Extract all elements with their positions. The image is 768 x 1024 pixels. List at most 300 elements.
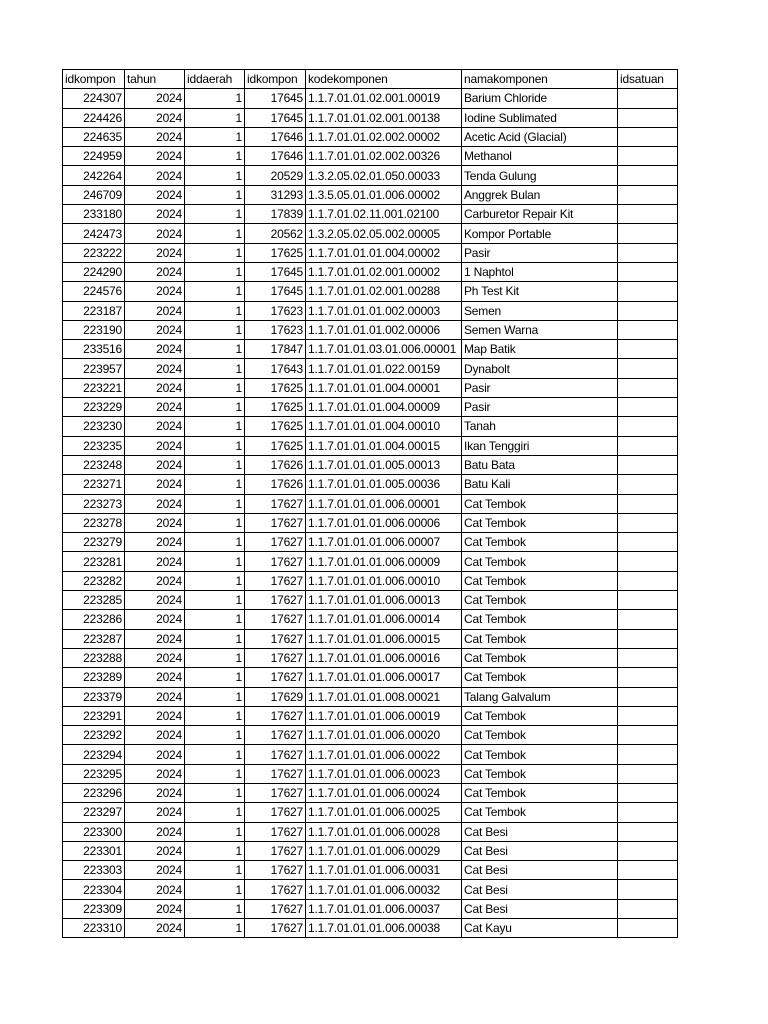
header-idkomponen: idkompon <box>63 70 125 89</box>
cell-kodekomponen: 1.1.7.01.01.01.006.00006 <box>306 513 462 532</box>
cell-kodekomponen: 1.3.5.05.01.01.006.00002 <box>306 185 462 204</box>
cell-tahun: 2024 <box>125 552 185 571</box>
cell-idkomponen-2: 17627 <box>245 919 306 938</box>
cell-idsatuan <box>618 166 678 185</box>
cell-idkomponen-2: 17643 <box>245 359 306 378</box>
cell-idkomponen-2: 17627 <box>245 552 306 571</box>
table-row <box>63 127 678 146</box>
cell-idkomponen: 223279 <box>63 533 125 552</box>
cell-kodekomponen: 1.1.7.01.01.01.006.00037 <box>306 899 462 918</box>
cell-iddaerah: 1 <box>185 726 245 745</box>
cell-iddaerah: 1 <box>185 668 245 687</box>
cell-idkomponen-2: 17623 <box>245 320 306 339</box>
cell-namakomponen: Cat Tembok <box>462 591 618 610</box>
cell-idkomponen: 223379 <box>63 687 125 706</box>
cell-kodekomponen: 1.1.7.01.01.01.004.00009 <box>306 398 462 417</box>
cell-namakomponen: Cat Tembok <box>462 552 618 571</box>
cell-idkomponen: 223957 <box>63 359 125 378</box>
cell-idkomponen-2: 17646 <box>245 127 306 146</box>
cell-idkomponen: 223303 <box>63 861 125 880</box>
cell-iddaerah: 1 <box>185 243 245 262</box>
cell-idsatuan <box>618 243 678 262</box>
header-row <box>63 70 678 89</box>
cell-idsatuan <box>618 552 678 571</box>
cell-namakomponen: Tenda Gulung <box>462 166 618 185</box>
cell-kodekomponen: 1.1.7.01.01.02.001.00288 <box>306 282 462 301</box>
table-row <box>63 243 678 262</box>
cell-idsatuan <box>618 803 678 822</box>
cell-idkomponen: 223248 <box>63 455 125 474</box>
table-row <box>63 320 678 339</box>
cell-idkomponen: 233516 <box>63 340 125 359</box>
cell-idsatuan <box>618 185 678 204</box>
cell-namakomponen: Ph Test Kit <box>462 282 618 301</box>
cell-namakomponen: 1 Naphtol <box>462 262 618 281</box>
cell-tahun: 2024 <box>125 919 185 938</box>
cell-namakomponen: Cat Tembok <box>462 726 618 745</box>
table-row <box>63 687 678 706</box>
cell-kodekomponen: 1.1.7.01.01.01.006.00032 <box>306 880 462 899</box>
table-row <box>63 533 678 552</box>
cell-idsatuan <box>618 822 678 841</box>
cell-tahun: 2024 <box>125 726 185 745</box>
cell-kodekomponen: 1.1.7.01.01.01.006.00031 <box>306 861 462 880</box>
table-row <box>63 919 678 938</box>
cell-idsatuan <box>618 301 678 320</box>
cell-tahun: 2024 <box>125 398 185 417</box>
cell-namakomponen: Cat Tembok <box>462 571 618 590</box>
cell-namakomponen: Methanol <box>462 147 618 166</box>
cell-idkomponen: 223229 <box>63 398 125 417</box>
cell-tahun: 2024 <box>125 185 185 204</box>
cell-tahun: 2024 <box>125 610 185 629</box>
cell-idkomponen: 223230 <box>63 417 125 436</box>
table-row <box>63 745 678 764</box>
cell-iddaerah: 1 <box>185 552 245 571</box>
cell-iddaerah: 1 <box>185 205 245 224</box>
cell-namakomponen: Map Batik <box>462 340 618 359</box>
cell-idkomponen-2: 17847 <box>245 340 306 359</box>
cell-namakomponen: Cat Tembok <box>462 610 618 629</box>
table-row <box>63 262 678 281</box>
cell-iddaerah: 1 <box>185 398 245 417</box>
cell-idkomponen-2: 17627 <box>245 648 306 667</box>
cell-iddaerah: 1 <box>185 899 245 918</box>
header-idsatuan: idsatuan <box>618 70 678 89</box>
table-row <box>63 783 678 802</box>
cell-iddaerah: 1 <box>185 436 245 455</box>
cell-idkomponen-2: 17627 <box>245 783 306 802</box>
cell-idsatuan <box>618 127 678 146</box>
cell-namakomponen: Talang Galvalum <box>462 687 618 706</box>
cell-idsatuan <box>618 629 678 648</box>
cell-kodekomponen: 1.1.7.01.01.02.001.00002 <box>306 262 462 281</box>
cell-idkomponen: 223294 <box>63 745 125 764</box>
cell-idsatuan <box>618 706 678 725</box>
cell-kodekomponen: 1.1.7.01.01.01.006.00024 <box>306 783 462 802</box>
cell-kodekomponen: 1.1.7.01.01.01.006.00019 <box>306 706 462 725</box>
cell-idsatuan <box>618 378 678 397</box>
cell-idkomponen: 223304 <box>63 880 125 899</box>
cell-iddaerah: 1 <box>185 610 245 629</box>
cell-iddaerah: 1 <box>185 803 245 822</box>
cell-idkomponen-2: 17627 <box>245 706 306 725</box>
cell-iddaerah: 1 <box>185 629 245 648</box>
cell-idkomponen-2: 17627 <box>245 764 306 783</box>
cell-tahun: 2024 <box>125 745 185 764</box>
cell-namakomponen: Cat Besi <box>462 822 618 841</box>
cell-iddaerah: 1 <box>185 320 245 339</box>
cell-idkomponen-2: 17627 <box>245 726 306 745</box>
cell-tahun: 2024 <box>125 417 185 436</box>
cell-tahun: 2024 <box>125 359 185 378</box>
table-row <box>63 340 678 359</box>
cell-idkomponen-2: 17629 <box>245 687 306 706</box>
cell-tahun: 2024 <box>125 668 185 687</box>
cell-namakomponen: Ikan Tenggiri <box>462 436 618 455</box>
cell-namakomponen: Cat Tembok <box>462 494 618 513</box>
cell-idkomponen-2: 17627 <box>245 494 306 513</box>
cell-namakomponen: Tanah <box>462 417 618 436</box>
cell-iddaerah: 1 <box>185 378 245 397</box>
cell-tahun: 2024 <box>125 591 185 610</box>
cell-tahun: 2024 <box>125 243 185 262</box>
cell-iddaerah: 1 <box>185 340 245 359</box>
cell-kodekomponen: 1.1.7.01.01.01.002.00003 <box>306 301 462 320</box>
cell-idsatuan <box>618 147 678 166</box>
table-row <box>63 185 678 204</box>
table-row <box>63 668 678 687</box>
cell-idkomponen-2: 17627 <box>245 822 306 841</box>
cell-idkomponen-2: 17646 <box>245 147 306 166</box>
cell-tahun: 2024 <box>125 301 185 320</box>
cell-tahun: 2024 <box>125 147 185 166</box>
cell-idsatuan <box>618 320 678 339</box>
cell-idkomponen: 242264 <box>63 166 125 185</box>
cell-idkomponen-2: 31293 <box>245 185 306 204</box>
cell-namakomponen: Cat Tembok <box>462 745 618 764</box>
cell-idkomponen-2: 17625 <box>245 378 306 397</box>
cell-idkomponen: 223310 <box>63 919 125 938</box>
cell-tahun: 2024 <box>125 899 185 918</box>
cell-iddaerah: 1 <box>185 475 245 494</box>
cell-iddaerah: 1 <box>185 919 245 938</box>
cell-idkomponen-2: 17645 <box>245 282 306 301</box>
cell-tahun: 2024 <box>125 340 185 359</box>
cell-tahun: 2024 <box>125 764 185 783</box>
table-row <box>63 899 678 918</box>
cell-kodekomponen: 1.1.7.01.01.01.006.00010 <box>306 571 462 590</box>
cell-idkomponen: 223187 <box>63 301 125 320</box>
cell-iddaerah: 1 <box>185 89 245 108</box>
cell-tahun: 2024 <box>125 513 185 532</box>
cell-idkomponen: 223235 <box>63 436 125 455</box>
table-row <box>63 205 678 224</box>
cell-iddaerah: 1 <box>185 147 245 166</box>
cell-idkomponen: 223288 <box>63 648 125 667</box>
cell-idsatuan <box>618 861 678 880</box>
cell-tahun: 2024 <box>125 436 185 455</box>
cell-tahun: 2024 <box>125 475 185 494</box>
cell-idsatuan <box>618 108 678 127</box>
table-row <box>63 475 678 494</box>
cell-idkomponen: 223285 <box>63 591 125 610</box>
cell-idkomponen: 224426 <box>63 108 125 127</box>
cell-idsatuan <box>618 205 678 224</box>
cell-idsatuan <box>618 591 678 610</box>
cell-iddaerah: 1 <box>185 301 245 320</box>
cell-iddaerah: 1 <box>185 571 245 590</box>
cell-idsatuan <box>618 533 678 552</box>
cell-idkomponen-2: 17627 <box>245 571 306 590</box>
cell-idsatuan <box>618 687 678 706</box>
cell-iddaerah: 1 <box>185 262 245 281</box>
cell-idkomponen-2: 17627 <box>245 591 306 610</box>
cell-iddaerah: 1 <box>185 764 245 783</box>
cell-tahun: 2024 <box>125 320 185 339</box>
cell-iddaerah: 1 <box>185 745 245 764</box>
cell-idkomponen-2: 20529 <box>245 166 306 185</box>
cell-idsatuan <box>618 340 678 359</box>
header-tahun: tahun <box>125 70 185 89</box>
cell-idsatuan <box>618 224 678 243</box>
cell-iddaerah: 1 <box>185 783 245 802</box>
cell-namakomponen: Cat Besi <box>462 880 618 899</box>
cell-namakomponen: Cat Kayu <box>462 919 618 938</box>
table-row <box>63 494 678 513</box>
cell-idkomponen: 223291 <box>63 706 125 725</box>
cell-idkomponen: 223309 <box>63 899 125 918</box>
cell-idkomponen-2: 17627 <box>245 899 306 918</box>
cell-iddaerah: 1 <box>185 417 245 436</box>
cell-idsatuan <box>618 436 678 455</box>
cell-idkomponen-2: 17645 <box>245 108 306 127</box>
cell-idkomponen: 223301 <box>63 841 125 860</box>
cell-iddaerah: 1 <box>185 224 245 243</box>
cell-kodekomponen: 1.1.7.01.01.02.002.00002 <box>306 127 462 146</box>
cell-idsatuan <box>618 745 678 764</box>
cell-namakomponen: Cat Tembok <box>462 533 618 552</box>
cell-idsatuan <box>618 783 678 802</box>
cell-tahun: 2024 <box>125 687 185 706</box>
table-row <box>63 861 678 880</box>
cell-namakomponen: Pasir <box>462 243 618 262</box>
cell-tahun: 2024 <box>125 282 185 301</box>
cell-idkomponen: 233180 <box>63 205 125 224</box>
cell-tahun: 2024 <box>125 783 185 802</box>
cell-kodekomponen: 1.1.7.01.01.01.006.00028 <box>306 822 462 841</box>
cell-kodekomponen: 1.1.7.01.01.01.006.00017 <box>306 668 462 687</box>
cell-idsatuan <box>618 764 678 783</box>
cell-tahun: 2024 <box>125 822 185 841</box>
cell-idsatuan <box>618 262 678 281</box>
cell-idkomponen: 223278 <box>63 513 125 532</box>
cell-namakomponen: Cat Besi <box>462 861 618 880</box>
cell-idkomponen-2: 17627 <box>245 745 306 764</box>
table-row <box>63 89 678 108</box>
cell-idkomponen: 224959 <box>63 147 125 166</box>
cell-idsatuan <box>618 282 678 301</box>
cell-idsatuan <box>618 417 678 436</box>
cell-namakomponen: Batu Kali <box>462 475 618 494</box>
table-row <box>63 648 678 667</box>
table-row <box>63 880 678 899</box>
cell-idkomponen-2: 17627 <box>245 861 306 880</box>
cell-idkomponen: 223300 <box>63 822 125 841</box>
cell-iddaerah: 1 <box>185 494 245 513</box>
cell-kodekomponen: 1.1.7.01.01.01.006.00014 <box>306 610 462 629</box>
cell-idsatuan <box>618 359 678 378</box>
table-row <box>63 629 678 648</box>
cell-idsatuan <box>618 455 678 474</box>
cell-iddaerah: 1 <box>185 841 245 860</box>
cell-kodekomponen: 1.1.7.01.01.01.006.00029 <box>306 841 462 860</box>
cell-kodekomponen: 1.1.7.01.01.01.006.00001 <box>306 494 462 513</box>
table-row <box>63 552 678 571</box>
cell-tahun: 2024 <box>125 706 185 725</box>
cell-tahun: 2024 <box>125 841 185 860</box>
cell-tahun: 2024 <box>125 803 185 822</box>
cell-idkomponen: 223282 <box>63 571 125 590</box>
table-row <box>63 108 678 127</box>
table-row <box>63 706 678 725</box>
cell-kodekomponen: 1.1.7.01.01.01.004.00015 <box>306 436 462 455</box>
table-row <box>63 436 678 455</box>
cell-idkomponen-2: 17839 <box>245 205 306 224</box>
cell-idkomponen: 224307 <box>63 89 125 108</box>
cell-iddaerah: 1 <box>185 591 245 610</box>
cell-namakomponen: Dynabolt <box>462 359 618 378</box>
cell-idkomponen-2: 17625 <box>245 417 306 436</box>
cell-kodekomponen: 1.1.7.01.01.01.006.00009 <box>306 552 462 571</box>
cell-namakomponen: Semen Warna <box>462 320 618 339</box>
cell-idsatuan <box>618 899 678 918</box>
cell-kodekomponen: 1.1.7.01.02.11.001.02100 <box>306 205 462 224</box>
cell-idkomponen-2: 17645 <box>245 262 306 281</box>
cell-kodekomponen: 1.1.7.01.01.01.006.00025 <box>306 803 462 822</box>
cell-kodekomponen: 1.1.7.01.01.01.006.00038 <box>306 919 462 938</box>
cell-idkomponen: 223271 <box>63 475 125 494</box>
table-row <box>63 822 678 841</box>
cell-idkomponen: 223222 <box>63 243 125 262</box>
cell-kodekomponen: 1.1.7.01.01.01.006.00020 <box>306 726 462 745</box>
cell-tahun: 2024 <box>125 224 185 243</box>
cell-namakomponen: Barium Chloride <box>462 89 618 108</box>
cell-idkomponen-2: 17626 <box>245 475 306 494</box>
cell-namakomponen: Kompor Portable <box>462 224 618 243</box>
cell-idkomponen-2: 17627 <box>245 841 306 860</box>
cell-idkomponen-2: 17627 <box>245 803 306 822</box>
cell-tahun: 2024 <box>125 533 185 552</box>
table-row <box>63 591 678 610</box>
cell-kodekomponen: 1.1.7.01.01.01.004.00002 <box>306 243 462 262</box>
cell-kodekomponen: 1.1.7.01.01.01.008.00021 <box>306 687 462 706</box>
cell-idkomponen: 224635 <box>63 127 125 146</box>
cell-idkomponen: 223273 <box>63 494 125 513</box>
cell-tahun: 2024 <box>125 880 185 899</box>
cell-tahun: 2024 <box>125 455 185 474</box>
cell-kodekomponen: 1.1.7.01.01.03.01.006.00001 <box>306 340 462 359</box>
cell-idsatuan <box>618 494 678 513</box>
cell-idkomponen: 223286 <box>63 610 125 629</box>
cell-iddaerah: 1 <box>185 108 245 127</box>
cell-kodekomponen: 1.1.7.01.01.01.006.00016 <box>306 648 462 667</box>
cell-namakomponen: Cat Tembok <box>462 803 618 822</box>
cell-iddaerah: 1 <box>185 513 245 532</box>
cell-idkomponen: 223297 <box>63 803 125 822</box>
cell-tahun: 2024 <box>125 89 185 108</box>
cell-tahun: 2024 <box>125 378 185 397</box>
cell-namakomponen: Anggrek Bulan <box>462 185 618 204</box>
cell-idsatuan <box>618 89 678 108</box>
cell-idsatuan <box>618 919 678 938</box>
cell-tahun: 2024 <box>125 108 185 127</box>
cell-kodekomponen: 1.1.7.01.01.01.006.00015 <box>306 629 462 648</box>
header-kodekomponen: kodekomponen <box>306 70 462 89</box>
table-row <box>63 359 678 378</box>
cell-idkomponen: 223296 <box>63 783 125 802</box>
cell-iddaerah: 1 <box>185 706 245 725</box>
cell-idkomponen: 223281 <box>63 552 125 571</box>
cell-iddaerah: 1 <box>185 648 245 667</box>
cell-tahun: 2024 <box>125 571 185 590</box>
cell-namakomponen: Semen <box>462 301 618 320</box>
cell-kodekomponen: 1.3.2.05.02.01.050.00033 <box>306 166 462 185</box>
cell-idkomponen: 223292 <box>63 726 125 745</box>
table-row <box>63 455 678 474</box>
cell-idkomponen-2: 17627 <box>245 629 306 648</box>
table-row <box>63 571 678 590</box>
cell-kodekomponen: 1.1.7.01.01.02.001.00138 <box>306 108 462 127</box>
table-row <box>63 282 678 301</box>
cell-namakomponen: Pasir <box>462 378 618 397</box>
cell-idkomponen: 224576 <box>63 282 125 301</box>
cell-idkomponen-2: 17627 <box>245 610 306 629</box>
cell-namakomponen: Cat Tembok <box>462 629 618 648</box>
cell-kodekomponen: 1.3.2.05.02.05.002.00005 <box>306 224 462 243</box>
cell-idkomponen-2: 17627 <box>245 880 306 899</box>
cell-namakomponen: Iodine Sublimated <box>462 108 618 127</box>
cell-tahun: 2024 <box>125 262 185 281</box>
cell-idkomponen-2: 17625 <box>245 243 306 262</box>
table-row <box>63 166 678 185</box>
cell-idkomponen-2: 17625 <box>245 398 306 417</box>
cell-tahun: 2024 <box>125 166 185 185</box>
cell-idsatuan <box>618 880 678 899</box>
cell-kodekomponen: 1.1.7.01.01.01.004.00001 <box>306 378 462 397</box>
cell-idsatuan <box>618 668 678 687</box>
cell-idsatuan <box>618 571 678 590</box>
cell-idkomponen: 224290 <box>63 262 125 281</box>
cell-namakomponen: Cat Besi <box>462 841 618 860</box>
table-row <box>63 378 678 397</box>
table-row <box>63 803 678 822</box>
cell-iddaerah: 1 <box>185 455 245 474</box>
cell-namakomponen: Pasir <box>462 398 618 417</box>
cell-idsatuan <box>618 841 678 860</box>
cell-kodekomponen: 1.1.7.01.01.02.002.00326 <box>306 147 462 166</box>
cell-namakomponen: Cat Tembok <box>462 764 618 783</box>
cell-tahun: 2024 <box>125 494 185 513</box>
cell-idsatuan <box>618 398 678 417</box>
cell-iddaerah: 1 <box>185 359 245 378</box>
cell-idkomponen-2: 17623 <box>245 301 306 320</box>
cell-namakomponen: Cat Tembok <box>462 706 618 725</box>
cell-namakomponen: Cat Besi <box>462 899 618 918</box>
cell-tahun: 2024 <box>125 629 185 648</box>
cell-idsatuan <box>618 726 678 745</box>
cell-tahun: 2024 <box>125 648 185 667</box>
